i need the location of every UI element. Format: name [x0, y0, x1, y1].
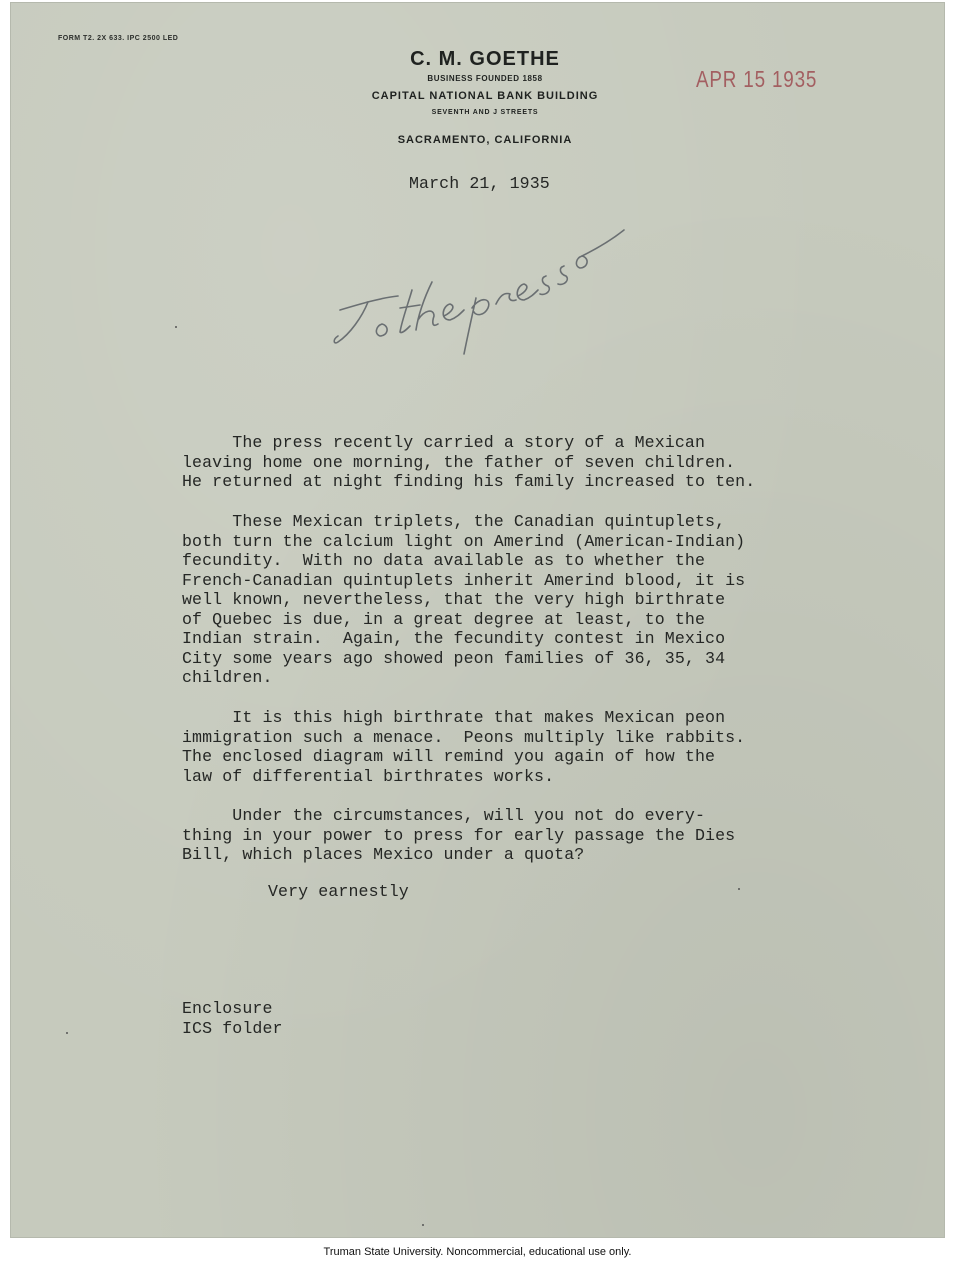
form-code: FORM T2. 2X 633. IPC 2500 LED — [58, 35, 179, 42]
paragraph-4: Under the circumstances, will you not do every- thing in your power to press for early passage the Dies Bill, which places Mexico under a quota? — [182, 806, 736, 864]
letterhead-streets: SEVENTH AND J STREETS — [431, 109, 539, 116]
letter-date: March 21, 1935 — [409, 174, 550, 193]
letterhead-building: CAPITAL NATIONAL BANK BUILDING — [371, 90, 599, 102]
footer-credit: Truman State University. Noncommercial, educational use only. — [323, 1246, 632, 1258]
letterhead-founded: BUSINESS FOUNDED 1858 — [427, 74, 543, 83]
received-date-stamp: APR 15 1935 — [696, 66, 818, 92]
paper-speck — [422, 1224, 424, 1226]
closing: Very earnestly — [268, 882, 409, 901]
letterhead-name: C. M. GOETHE — [410, 48, 560, 70]
paragraph-3: It is this high birthrate that makes Mexican peon immigration such a menace. Peons multiply like rabbits. The enclosed diagram will remind you again of how the law of differential birthrates works. — [182, 708, 746, 786]
enclosures: Enclosure ICS folder — [182, 999, 283, 1038]
paper-speck — [738, 888, 740, 890]
handwritten-note — [320, 212, 640, 362]
paper-speck — [175, 326, 177, 328]
letter-page — [10, 2, 945, 1238]
paragraph-2: These Mexican triplets, the Canadian quintuplets, both turn the calcium light on Amerind (American-Indian) fecundity. With no data available as to whether the French-Canadian quintuplets inherit Amerind blood, it is well known, nevertheless, that the very high birthrate of Quebec is due, in a great degree at least, to the Indian strain. Again, the fecundity contest in Mexico City some years ago showed peon families of 36, 35, 34 children. — [182, 512, 746, 687]
letterhead-city: SACRAMENTO, CALIFORNIA — [397, 134, 573, 146]
paper-speck — [66, 1032, 68, 1034]
paragraph-1: The press recently carried a story of a Mexican leaving home one morning, the father of seven children. He returned at night finding his family increased to ten. — [182, 433, 756, 491]
